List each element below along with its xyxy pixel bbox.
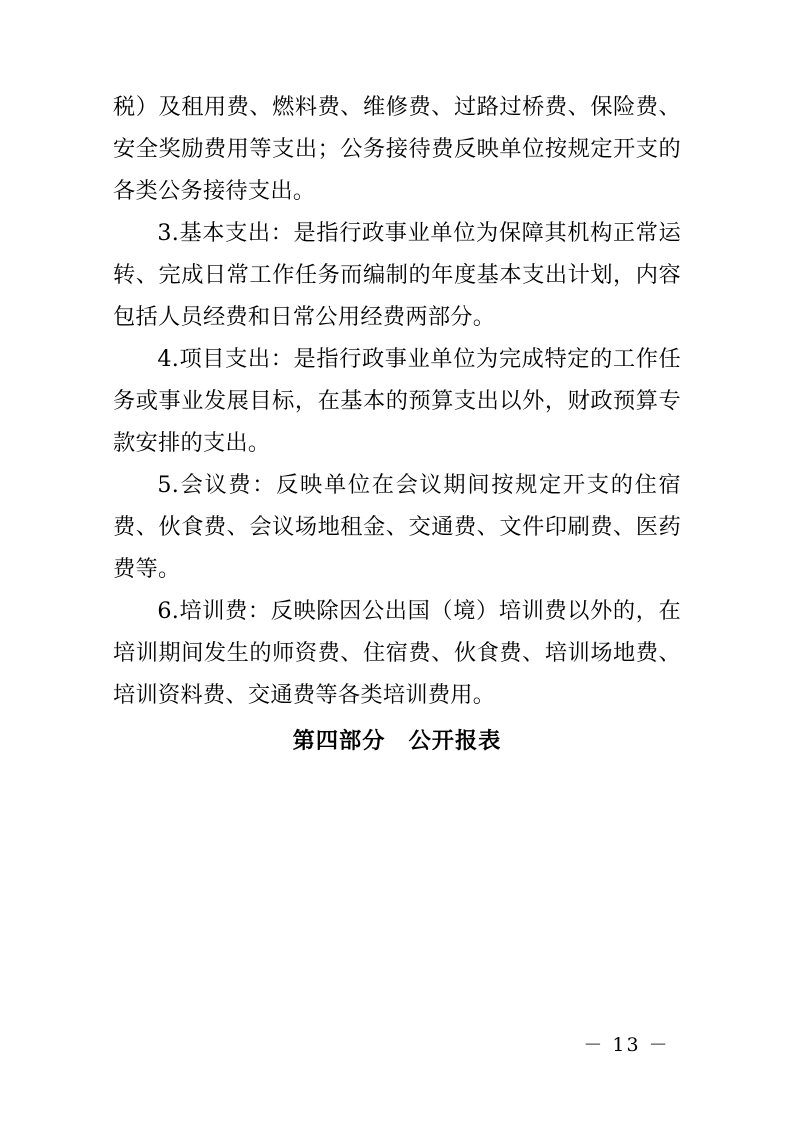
- document-body: [113, 86, 681, 762]
- paragraph-project-expenditure: 4.项目支出：是指行政事业单位为完成特定的工作任务或事业发展目标，在基本的预算支出以外，财政预算专款安排的支出。: [113, 346, 681, 456]
- page-number: － 13 －: [583, 1034, 670, 1056]
- paragraph-basic-expenditure: 3.基本支出：是指行政事业单位为保障其机构正常运转、完成日常工作任务而编制的年度基本支出计划，内容包括人员经费和日常公用经费两部分。: [113, 220, 681, 330]
- section-heading: 第四部分 公开报表: [292, 728, 502, 754]
- paragraph-continuation: 税）及租用费、燃料费、维修费、过路过桥费、保险费、安全奖励费用等支出；公务接待费反映单位按规定开支的各类公务接待支出。: [113, 94, 681, 204]
- paragraph-training-fee: 6.培训费：反映除因公出国（境）培训费以外的，在培训期间发生的师资费、住宿费、伙食费、培训场地费、培训资料费、交通费等各类培训费用。: [113, 598, 681, 708]
- paragraph-meeting-fee: 5.会议费：反映单位在会议期间按规定开支的住宿费、伙食费、会议场地租金、交通费、文件印刷费、医药费等。: [113, 472, 681, 582]
